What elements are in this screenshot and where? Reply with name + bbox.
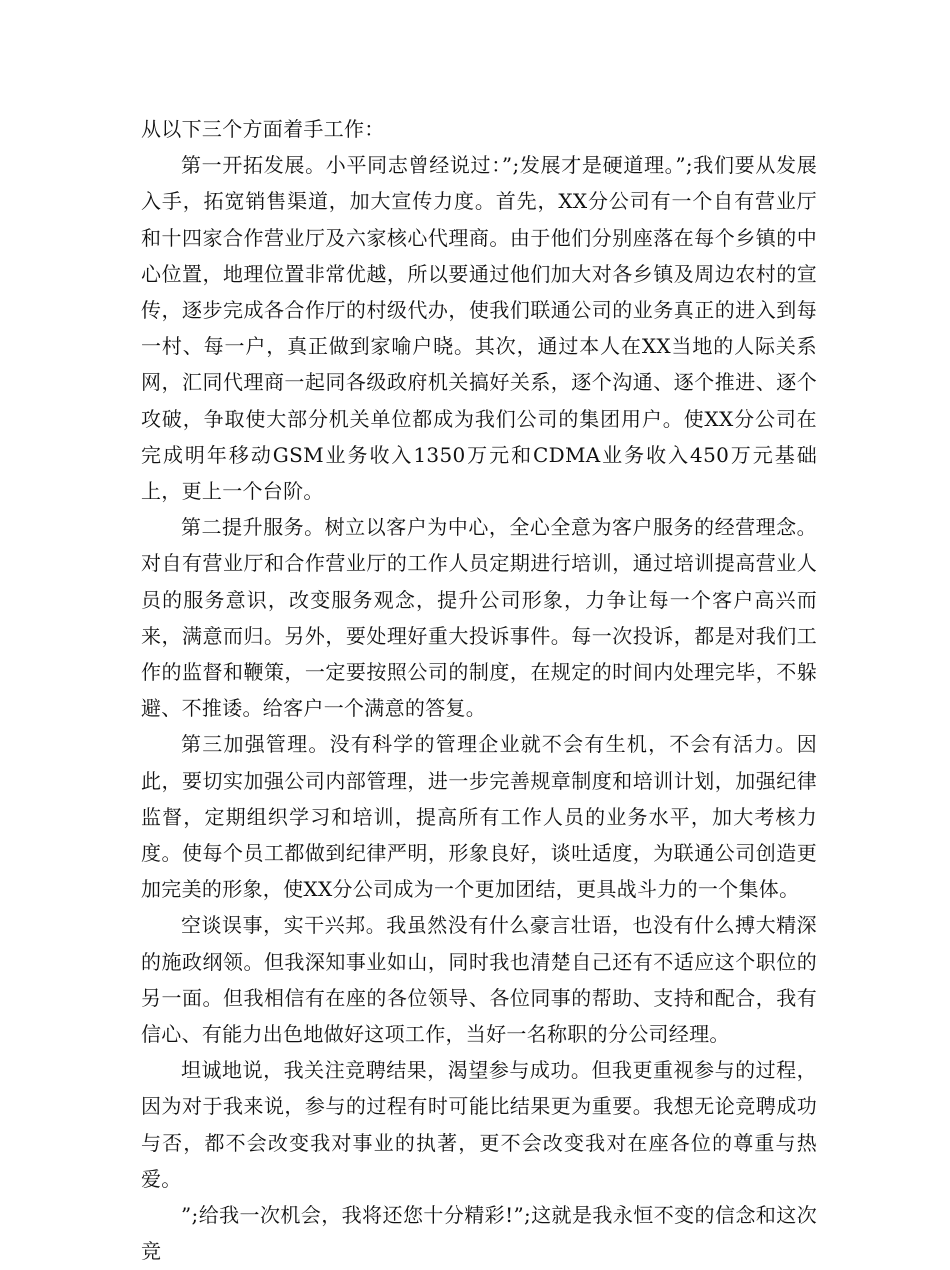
paragraph-develop: 第一开拓发展。小平同志曾经说过：”;发展才是硬道理。”;我们要从发展入手，拓宽销售渠道，加大宣传力度。首先，XX分公司有一个自有营业厅和十四家合作营业厅及六家核心代理商。由于他们分别座落在每个乡镇的中心位置，地理位置非常优越，所以要通过他们加大对各乡镇及周边农村的宣传，逐步完成各合作厅的村级代办，使我们联通公司的业务真正的进入到每一村、每一户，真正做到家喻户晓。其次，通过本人在XX当地的人际关系网，汇同代理商一起同各级政府机关搞好关系，逐个沟通、逐个推进、逐个攻破，争取使大部分机关单位都成为我们公司的集团用户。使XX分公司在完成明年移动GSM业务收入1350万元和CDMA业务收入450万元基础上，更上一个台阶。	[141, 153, 817, 504]
paragraph-management: 第三加强管理。没有科学的管理企业就不会有生机，不会有活力。因此，要切实加强公司内部管理，进一步完善规章制度和培训计划，加强纪律监督，定期组织学习和培训，提高所有工作人员的业务水平，加大考核力度。使每个员工都做到纪律严明，形象良好，谈吐适度，为联通公司创造更加完美的形象，使XX分公司成为一个更加团结，更具战斗力的一个集体。	[141, 732, 817, 902]
document-body	[141, 111, 817, 1270]
paragraph-service: 第二提升服务。树立以客户为中心，全心全意为客户服务的经营理念。对自有营业厅和合作营业厅的工作人员定期进行培训，通过培训提高营业人员的服务意识，改变服务观念，提升公司形象，力争让每一个客户高兴而来，满意而归。另外，要处理好重大投诉事件。每一次投诉，都是对我们工作的监督和鞭策，一定要按照公司的制度，在规定的时间内处理完毕，不躲避、不推诿。给客户一个满意的答复。	[141, 515, 817, 721]
paragraph-commitment: 空谈误事，实干兴邦。我虽然没有什么豪言壮语，也没有什么搏大精深的施政纲领。但我深知事业如山，同时我也清楚自己还有不适应这个职位的另一面。但我相信有在座的各位领导、各位同事的帮助、支持和配合，我有信心、有能力出色地做好这项工作，当好一名称职的分公司经理。	[141, 913, 817, 1047]
paragraph-attitude: 坦诚地说，我关注竞聘结果，渴望参与成功。但我更重视参与的过程，因为对于我来说，参与的过程有时可能比结果更为重要。我想无论竞聘成功与否，都不会改变我对事业的执著，更不会改变我对在座各位的尊重与热爱。	[141, 1058, 817, 1191]
paragraph-closing: ”;给我一次机会，我将还您十分精彩!”;这就是我永恒不变的信念和这次竞	[141, 1203, 817, 1264]
paragraph-intro: 从以下三个方面着手工作：	[141, 117, 385, 141]
